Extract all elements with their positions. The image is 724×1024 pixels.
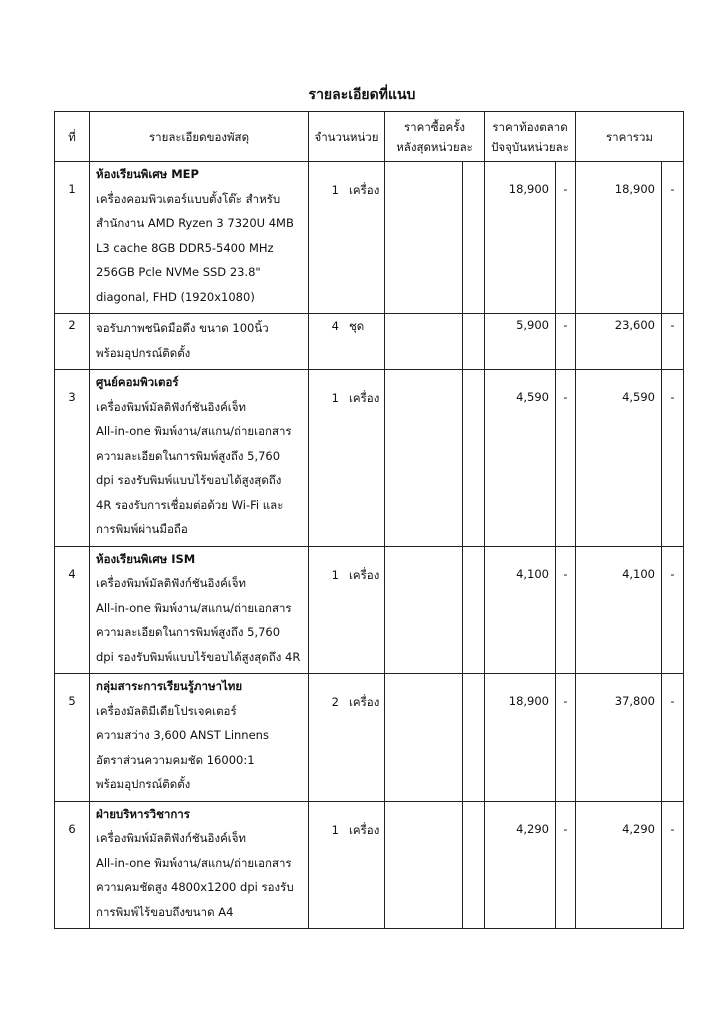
market-price-satang: - xyxy=(556,674,576,802)
row-number: 2 xyxy=(55,314,90,370)
quantity-number: 1 xyxy=(331,391,339,405)
item-quantity xyxy=(309,162,385,314)
total-price-baht: 37,800 xyxy=(576,674,662,802)
market-price-satang: - xyxy=(556,370,576,547)
item-description xyxy=(90,370,309,547)
table-row xyxy=(55,546,684,674)
row-number: 5 xyxy=(55,674,90,802)
last-price-satang xyxy=(463,314,485,370)
market-price-baht: 4,590 xyxy=(485,370,556,547)
last-price-satang xyxy=(463,546,485,674)
row-number: 3 xyxy=(55,370,90,547)
last-price-satang xyxy=(463,674,485,802)
item-quantity xyxy=(309,314,385,370)
item-description-line: ความละเอียดในการพิมพ์สูงถึง 5,760 xyxy=(96,625,281,639)
total-price-baht: 4,100 xyxy=(576,546,662,674)
item-description-line: อัตราส่วนความคมชัด 16000:1 xyxy=(96,752,255,767)
item-heading: กลุ่มสาระการเรียนรู้ภาษาไทย xyxy=(96,679,243,693)
header-market-price xyxy=(485,112,576,162)
table-row xyxy=(55,674,684,802)
item-quantity xyxy=(309,801,385,929)
market-price-baht: 4,100 xyxy=(485,546,556,674)
item-description-line: All-in-one พิมพ์งาน/สแกน/ถ่ายเอกสาร xyxy=(96,855,292,870)
last-price-baht xyxy=(385,370,463,547)
quantity-number: 2 xyxy=(331,695,339,709)
item-description-line: จอรับภาพชนิดมือดึง ขนาด 100นิ้ว xyxy=(96,321,269,335)
header-market-price-line2: ปัจจุบันหน่วยละ xyxy=(491,139,569,154)
row-number: 4 xyxy=(55,546,90,674)
page-title: รายละเอียดที่แนบ xyxy=(308,87,416,103)
item-description-line: All-in-one พิมพ์งาน/สแกน/ถ่ายเอกสาร xyxy=(96,600,292,615)
item-description-line: เครื่องพิมพ์มัลติฟังก์ชันอิงค์เจ็ท xyxy=(96,399,247,414)
quantity-number: 1 xyxy=(331,183,339,197)
item-description-line: ความละเอียดในการพิมพ์สูงถึง 5,760 xyxy=(96,448,281,463)
total-price-satang: - xyxy=(662,801,684,929)
quantity-unit: เครื่อง xyxy=(349,695,380,709)
total-price-satang: - xyxy=(662,546,684,674)
market-price-baht: 5,900 xyxy=(485,314,556,370)
table-body xyxy=(55,162,684,929)
quantity-unit: เครื่อง xyxy=(349,567,380,582)
item-description xyxy=(90,546,309,674)
last-price-baht xyxy=(385,801,463,929)
header-no: ที่ xyxy=(55,112,90,162)
header-description: รายละเอียดของพัสดุ xyxy=(90,112,309,162)
item-description-line: เครื่องมัลติมีเดียโปรเจคเตอร์ xyxy=(96,703,237,718)
header-last-price-line2: หลังสุดหน่วยละ xyxy=(396,139,473,154)
total-price-satang: - xyxy=(662,314,684,370)
total-price-baht: 4,290 xyxy=(576,801,662,929)
item-description-line: dpi รองรับพิมพ์แบบไร้ขอบได้สูงสุดถึง xyxy=(96,473,282,487)
item-description-line: diagonal, FHD (1920x1080) xyxy=(96,289,255,304)
item-quantity xyxy=(309,674,385,802)
item-description xyxy=(90,314,309,370)
quantity-number: 4 xyxy=(331,319,339,333)
row-number: 6 xyxy=(55,801,90,929)
last-price-baht xyxy=(385,546,463,674)
item-description xyxy=(90,674,309,802)
table-row xyxy=(55,162,684,314)
quantity-unit: เครื่อง xyxy=(349,391,380,405)
last-price-baht xyxy=(385,162,463,314)
market-price-baht: 18,900 xyxy=(485,674,556,802)
item-heading: ห้องเรียนพิเศษ MEP xyxy=(96,167,199,181)
market-price-satang: - xyxy=(556,162,576,314)
header-market-price-line1: ราคาท้องตลาด xyxy=(492,119,568,134)
item-heading: ศูนย์คอมพิวเตอร์ xyxy=(96,375,179,389)
row-number: 1 xyxy=(55,162,90,314)
item-description-line: dpi รองรับพิมพ์แบบไร้ขอบได้สูงสุดถึง 4R xyxy=(96,649,301,664)
item-description-line: All-in-one พิมพ์งาน/สแกน/ถ่ายเอกสาร xyxy=(96,424,292,438)
total-price-satang: - xyxy=(662,162,684,314)
market-price-satang: - xyxy=(556,801,576,929)
item-description-line: พร้อมอุปกรณ์ติดตั้ง xyxy=(96,345,191,360)
market-price-baht: 4,290 xyxy=(485,801,556,929)
item-description xyxy=(90,162,309,314)
item-description-line: การพิมพ์ผ่านมือถือ xyxy=(96,522,188,536)
quantity-unit: เครื่อง xyxy=(349,183,380,197)
item-heading: ฝ่ายบริหารวิชาการ xyxy=(96,806,190,821)
item-description-line: ความคมชัดสูง 4800x1200 dpi รองรับ xyxy=(96,880,294,894)
item-description-line: การพิมพ์ไร้ขอบถึงขนาด A4 xyxy=(96,904,234,919)
item-description-line: พร้อมอุปกรณ์ติดตั้ง xyxy=(96,777,191,791)
table-row xyxy=(55,801,684,929)
total-price-satang: - xyxy=(662,674,684,802)
last-price-satang xyxy=(463,801,485,929)
item-heading: ห้องเรียนพิเศษ ISM xyxy=(96,551,196,566)
market-price-baht: 18,900 xyxy=(485,162,556,314)
table-header-row xyxy=(55,112,684,162)
item-description xyxy=(90,801,309,929)
last-price-baht xyxy=(385,674,463,802)
table-row xyxy=(55,314,684,370)
items-table xyxy=(54,111,684,929)
item-quantity xyxy=(309,370,385,547)
market-price-satang: - xyxy=(556,314,576,370)
item-description-line: ความสว่าง 3,600 ANST Linnens xyxy=(96,728,269,742)
header-quantity: จำนวนหน่วย xyxy=(309,112,385,162)
last-price-satang xyxy=(463,162,485,314)
last-price-baht xyxy=(385,314,463,370)
total-price-baht: 23,600 xyxy=(576,314,662,370)
quantity-number: 1 xyxy=(331,567,339,582)
header-total: ราคารวม xyxy=(576,112,684,162)
total-price-baht: 18,900 xyxy=(576,162,662,314)
market-price-satang: - xyxy=(556,546,576,674)
header-last-price xyxy=(385,112,485,162)
quantity-number: 1 xyxy=(331,822,339,837)
total-price-baht: 4,590 xyxy=(576,370,662,547)
item-description-line: 256GB Pcle NVMe SSD 23.8" xyxy=(96,265,261,279)
item-description-line: L3 cache 8GB DDR5-5400 MHz xyxy=(96,240,274,255)
total-price-satang: - xyxy=(662,370,684,547)
item-description-line: สำนักงาน AMD Ryzen 3 7320U 4MB xyxy=(96,216,294,230)
item-description-line: เครื่องพิมพ์มัลติฟังก์ชันอิงค์เจ็ท xyxy=(96,831,247,845)
item-description-line: เครื่องพิมพ์มัลติฟังก์ชันอิงค์เจ็ท xyxy=(96,576,247,590)
header-last-price-line1: ราคาซื้อครั้ง xyxy=(404,119,465,134)
quantity-unit: เครื่อง xyxy=(349,822,380,837)
item-description-line: เครื่องคอมพิวเตอร์แบบตั้งโต๊ะ สำหรับ xyxy=(96,191,281,206)
quantity-unit: ชุด xyxy=(349,319,365,333)
item-description-line: 4R รองรับการเชื่อมต่อด้วย Wi-Fi และ xyxy=(96,497,284,512)
item-quantity xyxy=(309,546,385,674)
table-row xyxy=(55,370,684,547)
last-price-satang xyxy=(463,370,485,547)
